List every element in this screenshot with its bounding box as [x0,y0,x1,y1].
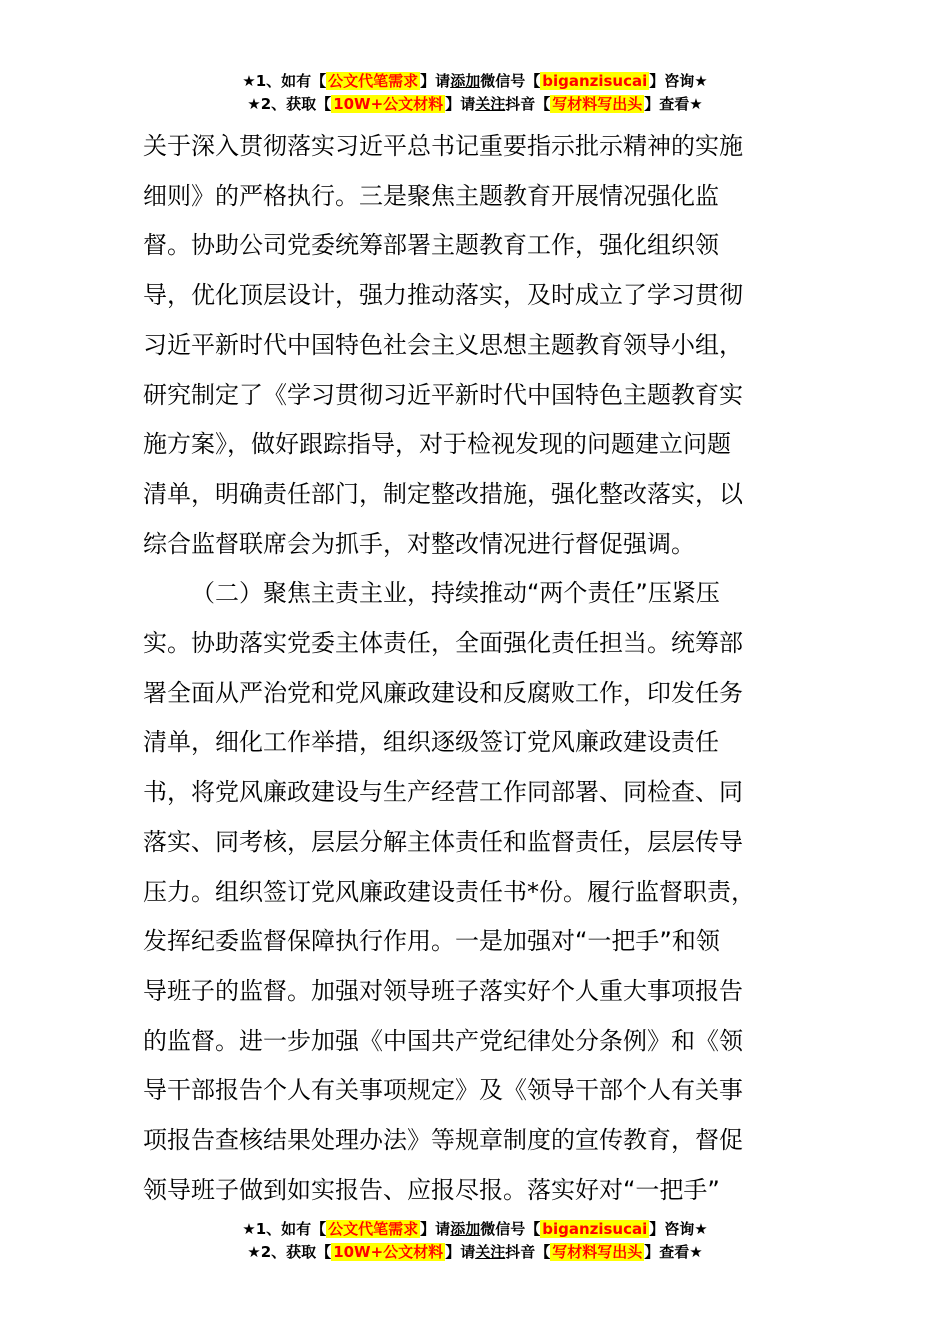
body-line: 导班子的监督。加强对领导班子落实好个人重大事项报告 [143,976,743,1005]
body-line: 落实、同考核，层层分解主体责任和监督责任，层层传导 [143,827,743,856]
body-line: 清单，细化工作举措，组织逐级签订党风廉政建设责任 [143,728,719,757]
banner-underlined-text: 添加 [450,72,481,90]
banner-text: 】请 [420,72,451,90]
banner-text: 】查看★ [644,1243,703,1261]
highlight-materials: 10W+公文材料 [333,1243,444,1261]
body-line: 清单，明确责任部门，制定整改措施，强化整改落实，以 [143,479,743,508]
banner-text: 】咨询★ [649,1220,708,1238]
banner-text: 微信号【 [480,72,541,90]
body-line: 习近平新时代中国特色社会主义思想主题教育领导小组， [143,330,743,359]
body-line: 压力。组织签订党风廉政建设责任书*份。履行监督职责， [143,877,755,906]
body-line: 导，优化顶层设计，强力推动落实，及时成立了学习贯彻 [143,281,743,310]
banner-underlined-text: 关注 [475,1243,506,1261]
banner-text: 抖音【 [505,95,551,113]
banner-text: 微信号【 [480,1220,541,1238]
body-line: 发挥纪委监督保障执行作用。一是加强对“一把手”和领 [143,927,720,956]
banner-text: ★1、如有【 [242,72,327,90]
banner-text: ★2、获取【 [247,95,332,113]
body-line: 书，将党风廉政建设与生产经营工作同部署、同检查、同 [143,778,743,807]
highlight-douyin: 写材料写出头 [552,1243,643,1261]
banner-text: ★1、如有【 [242,1220,327,1238]
body-line: 施方案》，做好跟踪指导，对于检视发现的问题建立问题 [143,430,731,459]
document-body [143,122,811,1215]
highlight-service: 公文代笔需求 [328,72,419,90]
footer-banner [0,1218,950,1264]
banner-line-1 [0,1218,950,1241]
body-line: 实。协助落实党委主体责任，全面强化责任担当。统筹部 [143,629,743,658]
header-banner [0,70,950,116]
highlight-wechat-id: biganzisucai [542,72,648,90]
banner-text: 】请 [420,1220,451,1238]
body-line: 领导班子做到如实报告、应报尽报。落实好对“一把手” [143,1175,720,1204]
body-line: 综合监督联席会为抓手，对整改情况进行督促强调。 [143,529,695,558]
highlight-douyin: 写材料写出头 [552,95,643,113]
section-heading-line: （二）聚焦主责主业，持续推动“两个责任”压紧压 [191,579,720,608]
body-line: 项报告查核结果处理办法》等规章制度的宣传教育，督促 [143,1126,743,1155]
highlight-materials: 10W+公文材料 [333,95,444,113]
banner-line-2 [0,1241,950,1264]
body-line: 的监督。进一步加强《中国共产党纪律处分条例》和《领 [143,1026,743,1055]
body-line: 关于深入贯彻落实习近平总书记重要指示批示精神的实施 [143,132,743,160]
banner-line-2 [0,93,950,116]
body-line: 督。协助公司党委统筹部署主题教育工作，强化组织领 [143,231,719,260]
body-line: 导干部报告个人有关事项规定》及《领导干部个人有关事 [143,1076,743,1105]
body-line: 细则》的严格执行。三是聚焦主题教育开展情况强化监 [143,181,719,210]
body-line: 研究制定了《学习贯彻习近平新时代中国特色主题教育实 [143,380,743,409]
banner-line-1 [0,70,950,93]
banner-text: 】咨询★ [649,72,708,90]
highlight-service: 公文代笔需求 [328,1220,419,1238]
highlight-wechat-id: biganzisucai [542,1220,648,1238]
banner-text: 】请 [445,95,476,113]
banner-underlined-text: 添加 [450,1220,481,1238]
banner-text: 抖音【 [505,1243,551,1261]
banner-text: 】查看★ [644,95,703,113]
banner-underlined-text: 关注 [475,95,506,113]
body-line: 署全面从严治党和党风廉政建设和反腐败工作，印发任务 [143,678,743,707]
banner-text: ★2、获取【 [247,1243,332,1261]
banner-text: 】请 [445,1243,476,1261]
